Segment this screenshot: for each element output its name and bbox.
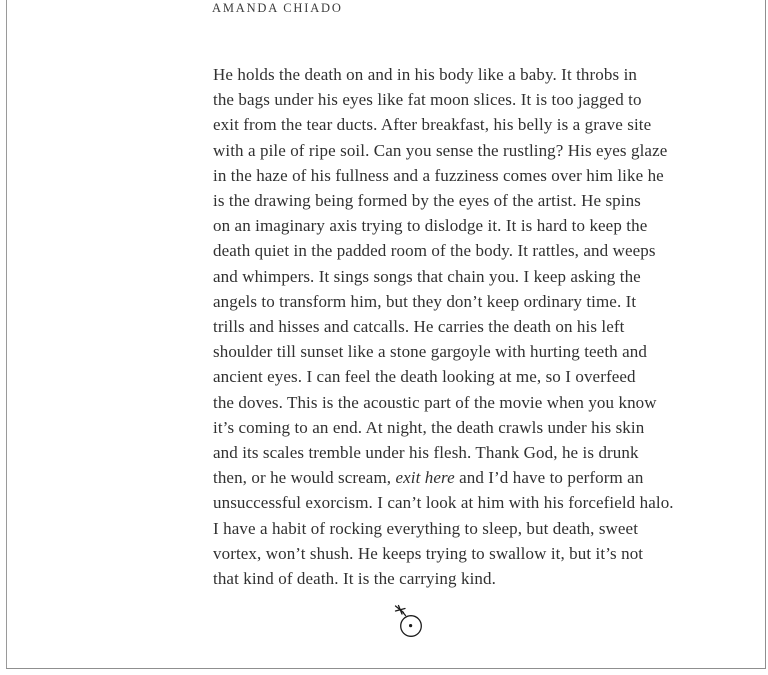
poem-line [213,112,674,137]
poem-line [213,465,674,490]
poem-line [213,314,674,339]
poem-text-segment: I have a habit of rocking everything to sleep, but death, sweet [213,518,639,538]
poem-line [213,390,674,415]
poem-text-segment: it’s coming to an end. At night, the death crawls under his skin [213,417,645,437]
poem-text-segment: that kind of death. It is the carrying kind. [213,569,496,589]
poem-text-segment: is the drawing being formed by the eyes of the artist. He spins [213,191,641,211]
poem-body [213,62,674,591]
poem-line [213,289,674,314]
poem-line [213,440,674,465]
poem-text-segment: the bags under his eyes like fat moon slices. It is too jagged to [213,90,642,110]
poem-text-segment: exit from the tear ducts. After breakfast, his belly is a grave site [213,115,652,135]
circle-doodle-icon [391,601,431,645]
poem-text-segment: on an imaginary axis trying to dislodge it. It is hard to keep the [213,216,648,236]
poem-line [213,188,674,213]
running-header-author: AMANDA CHIADO [212,1,343,15]
poem-line [213,238,674,263]
poem-line [213,516,674,541]
poem-line [213,490,674,515]
poem-text-segment: trills and hisses and catcalls. He carries the death on his left [213,317,625,337]
poem-line [213,213,674,238]
poem-text-segment: then, or he would scream, [213,468,396,488]
poem-line [213,264,674,289]
poem-text-segment: shoulder till sunset like a stone gargoyle with hurting teeth and [213,342,647,362]
poem-line [213,415,674,440]
page-edge-right [765,0,766,668]
poem-text-segment: death quiet in the padded room of the body. It rattles, and weeps [213,241,656,261]
poem-text-segment: ancient eyes. I can feel the death looking at me, so I overfeed [213,367,636,387]
poem-text-segment: He holds the death on and in his body like a baby. It throbs in [213,65,637,84]
poem-text-segment: and its scales tremble under his flesh. Thank God, he is drunk [213,443,639,463]
page-edge-left [6,0,7,668]
poem-line [213,339,674,364]
poem-line [213,541,674,566]
poem-text-segment: unsuccessful exorcism. I can’t look at him with his forcefield halo. [213,493,674,513]
poem-text-segment: angels to transform him, but they don’t keep ordinary time. It [213,291,637,311]
poem-text-segment: vortex, won’t shush. He keeps trying to swallow it, but it’s not [213,543,644,563]
poem-text-segment: the doves. This is the acoustic part of the movie when you know [213,392,657,412]
poem-text-segment: and whimpers. It sings songs that chain you. I keep asking the [213,266,641,286]
poem-line [213,163,674,188]
poem-line [213,138,674,163]
poem-italic-phrase: exit here [395,468,455,488]
poem-line [213,62,674,87]
poem-line [213,566,674,591]
poem-text-segment: and I’d have to perform an [454,468,644,488]
poem-line [213,364,674,389]
page-edge-bottom [6,668,766,669]
poem-text-segment: in the haze of his fullness and a fuzziness comes over him like he [213,165,664,185]
poem-text-segment: with a pile of ripe soil. Can you sense the rustling? His eyes glaze [213,140,668,160]
poem-line [213,87,674,112]
